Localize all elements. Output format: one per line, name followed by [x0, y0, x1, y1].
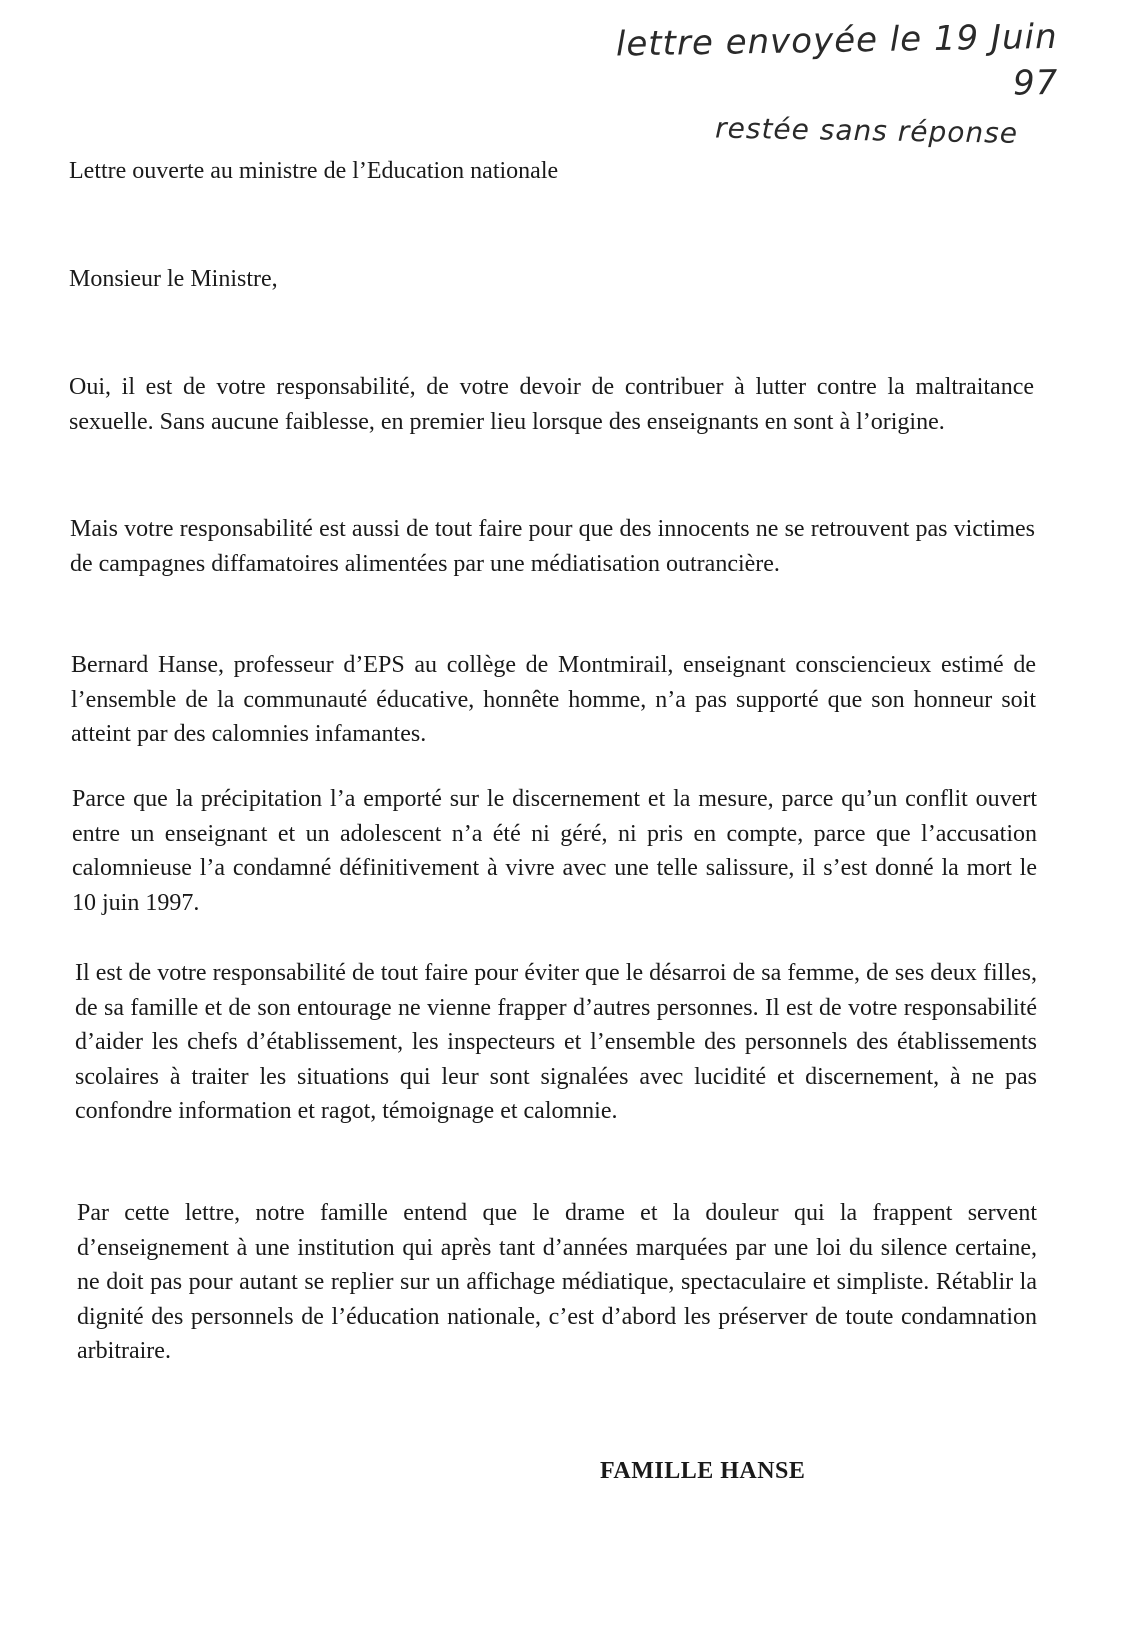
letter-paragraph-4: Parce que la précipitation l’a emporté sur le discernement et la mesure, parce qu’un conflit ouvert entre un enseignant et un adolescent n’a été ni géré, ni pris en compte, parce que l’accusation calomnieuse l’a condamné définitivement à vivre avec une telle salissure, il s’est donné la mort le 10 juin 1997.	[72, 786, 1037, 916]
handwritten-note-line-1: lettre envoyée le 19 Juin 97	[615, 16, 1059, 104]
letter-paragraph-3: Bernard Hanse, professeur d’EPS au collège de Montmirail, enseignant consciencieux estimé de l’ensemble de la communauté éducative, honnête homme, n’a pas supporté que son honneur soit atteint par des calomnies infamantes.	[71, 652, 1036, 747]
letter-subject: Lettre ouverte au ministre de l’Education nationale	[69, 158, 559, 184]
letter-paragraph-5: Il est de votre responsabilité de tout faire pour éviter que le désarroi de sa femme, de ses deux filles, de sa famille et de son entourage ne vienne frapper d’autres personnes. Il est de votre responsabilité d’aider les chefs d’établissement, les inspecteurs et l’ensemble des personnels des établissements scolaires à traiter les situations qui leur sont signalées avec lucidité et discernement, à ne pas confondre information et ragot, témoignage et calomnie.	[75, 960, 1037, 1124]
handwritten-note-line-2: restée sans réponse	[714, 111, 1019, 150]
letter-signature: FAMILLE HANSE	[600, 1458, 806, 1484]
letter-salutation: Monsieur le Ministre,	[69, 266, 278, 292]
handwritten-note	[578, 18, 1058, 150]
letter-paragraph-1: Oui, il est de votre responsabilité, de votre devoir de contribuer à lutter contre la maltraitance sexuelle. Sans aucune faiblesse, en premier lieu lorsque des enseignants en sont à l’origine.	[69, 374, 1034, 435]
letter-paragraph-2: Mais votre responsabilité est aussi de tout faire pour que des innocents ne se retrouvent pas victimes de campagnes diffamatoires alimentées par une médiatisation outrancière.	[70, 516, 1035, 577]
letter-paragraph-6: Par cette lettre, notre famille entend que le drame et la douleur qui la frappent servent d’enseignement à une institution qui après tant d’années marquées par une loi du silence certaine, ne doit pas pour autant se replier sur un affichage médiatique, spectaculaire et simpliste. Rétablir la dignité des personnels de l’éducation nationale, c’est d’abord les préserver de toute condamnation arbitraire.	[77, 1200, 1037, 1364]
